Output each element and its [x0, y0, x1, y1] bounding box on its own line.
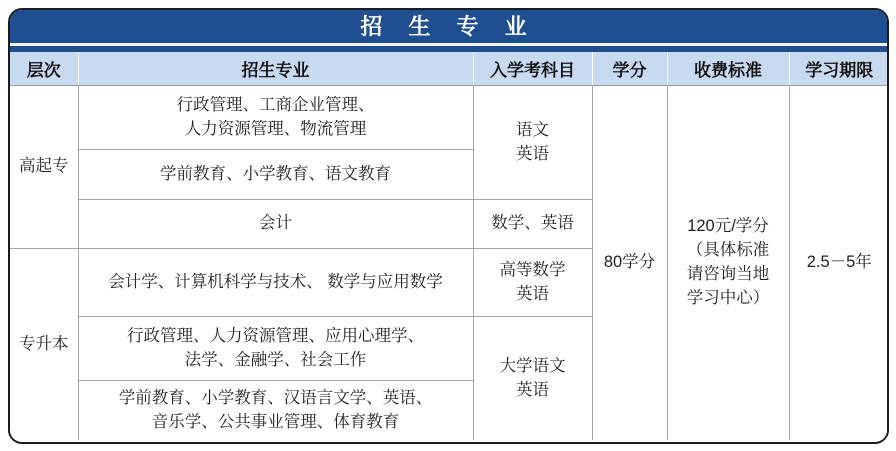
- majors-line: 行政管理、工商企业管理、: [176, 95, 375, 114]
- exam-line: 英语: [516, 380, 549, 399]
- exam-cell: [473, 200, 592, 249]
- exam-cell: [473, 317, 592, 441]
- credits-cell: 80学分: [592, 86, 667, 441]
- col-header-credits: 学分: [592, 52, 667, 86]
- table-title-text: 招 生 专 业: [360, 14, 537, 39]
- exam-line: 语文: [516, 120, 549, 139]
- col-header-fee: 收费标准: [667, 52, 789, 86]
- table-title: [10, 10, 887, 43]
- exam-cell: [473, 249, 592, 317]
- col-header-duration: 学习期限: [789, 52, 889, 86]
- enrollment-table-card: [8, 8, 889, 444]
- fee-line: （具体标准: [686, 241, 770, 260]
- col-header-level: 层次: [10, 52, 78, 86]
- majors-line: 学前教育、小学教育、汉语言文学、英语、: [118, 388, 433, 407]
- fee-cell: [667, 86, 789, 441]
- table-row: [10, 86, 889, 150]
- enrollment-table: [10, 52, 889, 440]
- level-cell-zhuanshengben: 专升本: [10, 249, 78, 441]
- majors-cell: [78, 150, 473, 200]
- fee-line: 学习中心）: [686, 288, 770, 307]
- col-header-exam: 入学考科目: [473, 52, 592, 86]
- fee-line: 请咨询当地: [686, 265, 770, 283]
- fee-line: 120元/学分: [687, 217, 769, 236]
- majors-line: 学前教育、小学教育、语文教育: [160, 164, 391, 183]
- exam-line: 大学语文: [499, 356, 566, 375]
- exam-line: 英语: [516, 284, 549, 303]
- header-row: [10, 52, 889, 86]
- majors-line: 人力资源管理、物流管理: [184, 119, 367, 138]
- duration-cell: 2.5－5年: [789, 86, 889, 441]
- majors-cell: [78, 317, 473, 381]
- majors-cell: [78, 86, 473, 150]
- majors-line: 行政管理、人力资源管理、应用心理学、: [127, 326, 424, 345]
- majors-cell: [78, 249, 473, 317]
- level-cell-gaoqizhuan: 高起专: [10, 86, 78, 249]
- majors-cell: [78, 381, 473, 441]
- exam-cell: [473, 86, 592, 200]
- majors-line: 法学、金融学、社会工作: [184, 350, 367, 369]
- majors-cell: [78, 200, 473, 249]
- majors-line: 会计学、计算机科学与技术、 数学与应用数学: [108, 272, 443, 291]
- exam-line: 高等数学: [499, 260, 566, 279]
- majors-line: 会计: [259, 214, 292, 233]
- exam-line: 数学、英语: [491, 214, 574, 233]
- exam-line: 英语: [516, 144, 549, 163]
- majors-line: 音乐学、公共事业管理、体育教育: [151, 412, 400, 431]
- col-header-majors: 招生专业: [78, 52, 473, 86]
